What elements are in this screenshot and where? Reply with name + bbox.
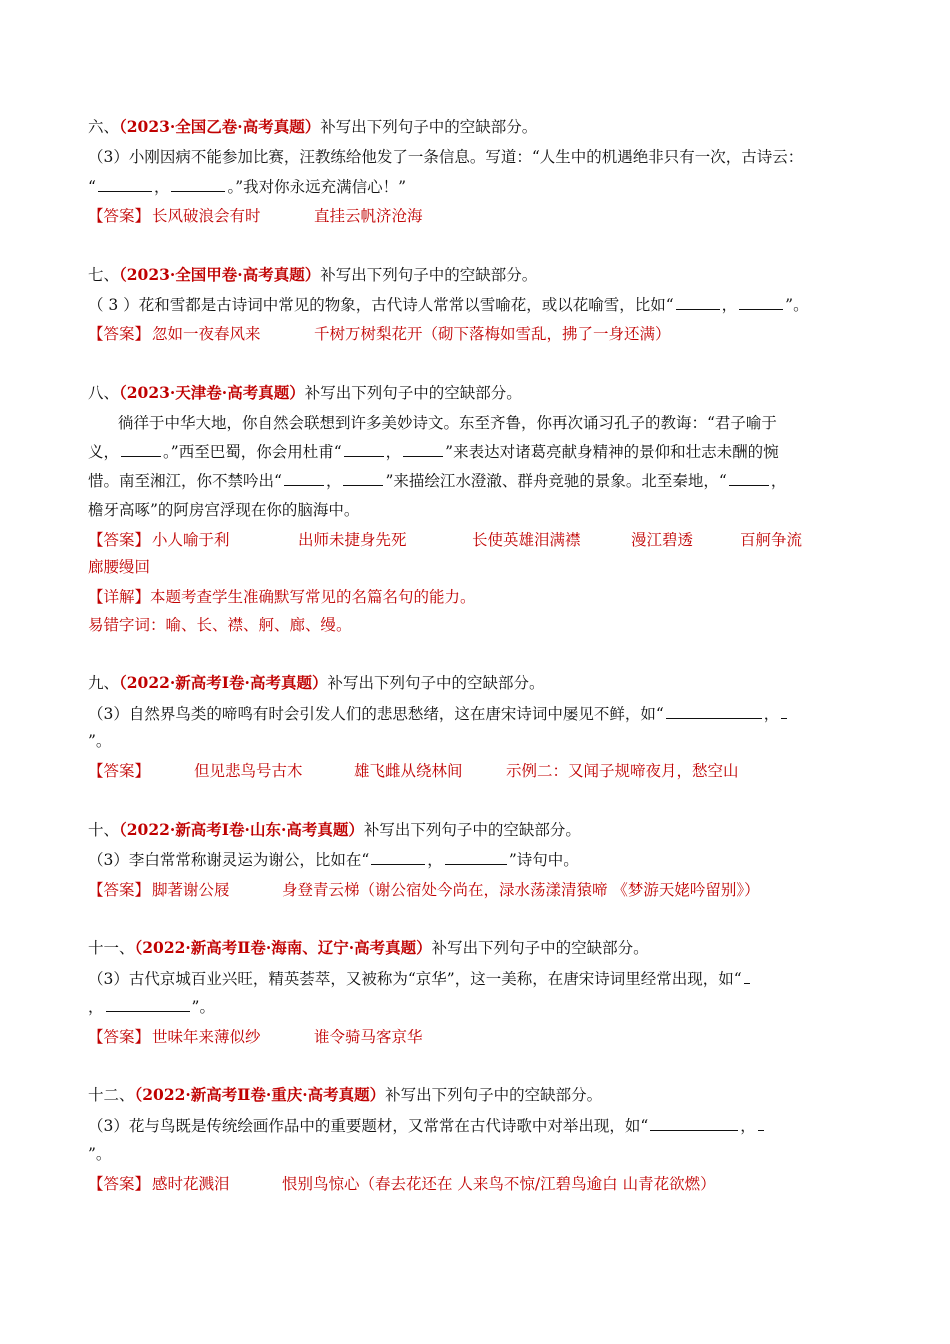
q6-close-text: 。”我对你永远充满信心！”: [227, 178, 407, 196]
q11-prompt: 补写出下列句子中的空缺部分。: [431, 939, 649, 957]
q8-prompt: 补写出下列句子中的空缺部分。: [304, 384, 522, 402]
q9-close: ”。: [88, 732, 112, 750]
q6-blank-2: [171, 177, 225, 192]
q7-answer-2: 千树万树梨花开（砌下落梅如雪乱，拂了一身还满）: [314, 325, 671, 343]
q9-blank-2: [781, 704, 787, 719]
q11-answer-2: 谁令骑马客京华: [314, 1028, 423, 1046]
q8-answer-3: 长使英雄泪满襟: [472, 531, 581, 549]
q8-p2-b: 。”西至巴蜀，你会用杜甫“: [163, 443, 342, 461]
q6-subquestion: （3）小刚因病不能参加比赛，汪教练给他发了一条信息。写道：“人生中的机遇绝非只有一次，古诗云：: [88, 148, 804, 166]
q10-answer-1: 脚著谢公屐: [152, 881, 230, 899]
q8-paragraph-line-1: 徜徉于中华大地，你自然会联想到许多美妙诗文。东至齐鲁，你再次诵习孔子的教诲：“君子喻于: [118, 414, 777, 432]
q7-heading: [88, 265, 537, 285]
q8-blank-2: [344, 442, 384, 457]
q6-open-quote: “: [88, 178, 96, 196]
q9-source: （2022·新高考Ⅰ卷·高考真题）: [119, 673, 328, 692]
q11-separator: ，: [88, 998, 104, 1016]
q11-subquestion: [88, 969, 752, 989]
q9-answer-2: 雄飞雌从绕林间: [354, 762, 463, 780]
q8-p3-c: ”来描绘江水澄澈、群舟竞驰的景象。北至秦地，“: [385, 472, 727, 490]
q8-answer-4: 漫江碧透: [631, 531, 694, 549]
q8-answer-2: 出师未捷身先死: [298, 531, 407, 549]
q8-answer-tag: 【答案】: [88, 531, 151, 549]
q12-number: 十二、: [88, 1086, 135, 1104]
q7-blank-2: [739, 295, 783, 310]
q12-blank-2: [758, 1116, 764, 1131]
q9-answer-1: 但见悲鸟号古木: [194, 762, 303, 780]
q7-answer-1: 忽如一夜春风来: [152, 325, 261, 343]
q7-sub-text: （ 3 ）花和雪都是古诗词中常见的物象，古代诗人常常以雪喻花，或以花喻雪，比如“: [88, 296, 674, 314]
q8-p3-d: ，: [770, 472, 787, 490]
q9-number: 九、: [88, 674, 120, 692]
q11-blank-1: [744, 969, 750, 984]
q9-subquestion: [88, 704, 789, 724]
q11-heading: [88, 938, 649, 958]
q6-blank-line: [88, 177, 406, 197]
q6-prompt: 补写出下列句子中的空缺部分。: [320, 118, 538, 136]
q11-answer-1: 世味年来薄似纱: [152, 1028, 261, 1046]
q12-heading: [88, 1085, 602, 1105]
q9-answer-3: 示例二：又闻子规啼夜月，愁空山: [506, 762, 739, 780]
q9-blank-1: [666, 704, 762, 719]
q8-blank-5: [343, 471, 383, 486]
q11-blank-line: [88, 997, 215, 1017]
q11-source: （2022·新高考Ⅱ卷·海南、辽宁·高考真题）: [134, 938, 432, 957]
q8-paragraph-line-3: [88, 471, 786, 491]
q10-heading: [88, 820, 581, 840]
q8-blank-4: [284, 471, 324, 486]
q12-source: （2022·新高考Ⅱ卷·重庆·高考真题）: [134, 1085, 386, 1104]
q8-p3-a: 惜。南至湘江，你不禁吟出“: [88, 472, 282, 490]
q8-blank-6: [729, 471, 769, 486]
q6-answer-1: 长风破浪会有时: [152, 207, 261, 225]
q8-blank-3: [403, 442, 443, 457]
q10-separator: ，: [427, 851, 443, 869]
q8-paragraph-line-2: [88, 442, 779, 462]
q12-separator: ，: [740, 1117, 756, 1135]
q6-source: （2023·全国乙卷·高考真题）: [119, 117, 321, 136]
q12-subquestion: [88, 1116, 766, 1136]
q7-close-text: ”。: [785, 296, 809, 314]
q7-subquestion: [88, 295, 809, 315]
q7-blank-1: [676, 295, 720, 310]
q11-sub-text: （3）古代京城百业兴旺，精英荟萃，又被称为“京华”，这一美称，在唐宋诗词里经常出现，如“: [88, 970, 742, 988]
q10-blank-2: [445, 850, 507, 865]
q6-number: 六、: [88, 118, 120, 136]
q7-answer-tag: 【答案】: [88, 325, 151, 343]
q8-p2-d: ”来表达对诸葛亮献身精神的景仰和壮志未酬的惋: [445, 443, 779, 461]
q10-source: （2022·新高考Ⅰ卷·山东·高考真题）: [119, 820, 364, 839]
q9-prompt: 补写出下列句子中的空缺部分。: [327, 674, 545, 692]
q8-p2-a: 义，: [88, 443, 120, 461]
q8-answer-5: 百舸争流: [740, 531, 803, 549]
q10-sub-text: （3）李白常常称谢灵运为谢公，比如在“: [88, 851, 370, 869]
q12-answer-tag: 【答案】: [88, 1175, 151, 1193]
q10-blank-1: [371, 850, 425, 865]
q9-sub-text: （3）自然界鸟类的啼鸣有时会引发人们的悲思愁绪，这在唐宋诗词中屡见不鲜，如“: [88, 705, 664, 723]
q6-answer-tag: 【答案】: [88, 207, 151, 225]
q8-error-words: 易错字词：喻、长、襟、舸、廊、缦。: [88, 616, 352, 634]
q8-p3-b: ，: [325, 472, 342, 490]
q8-p2-c: ，: [385, 443, 402, 461]
q8-answer-1: 小人喻于利: [152, 531, 230, 549]
q10-number: 十、: [88, 821, 120, 839]
q6-blank-1: [98, 177, 152, 192]
q8-number: 八、: [88, 384, 120, 402]
q12-answer-1: 感时花溅泪: [152, 1175, 230, 1193]
q11-close-text: ”。: [191, 998, 215, 1016]
q12-answer-2: 恨别鸟惊心（春去花还在 人来鸟不惊/江碧鸟逾白 山青花欲燃）: [282, 1175, 716, 1193]
q9-heading: [88, 673, 544, 693]
q10-close-text: ”诗句中。: [508, 851, 579, 869]
q12-close: ”。: [88, 1145, 112, 1163]
q8-heading: [88, 383, 522, 403]
q8-detail: 【详解】本题考查学生准确默写常见的名篇名句的能力。: [88, 588, 476, 606]
q8-source: （2023·天津卷·高考真题）: [119, 383, 305, 402]
q8-answer-extra: 廊腰缦回: [88, 558, 151, 576]
q7-number: 七、: [88, 266, 120, 284]
q7-source: （2023·全国甲卷·高考真题）: [119, 265, 321, 284]
q11-number: 十一、: [88, 939, 135, 957]
q6-heading: [88, 117, 537, 137]
q11-blank-2: [106, 997, 190, 1012]
q6-answer-2: 直挂云帆济沧海: [314, 207, 423, 225]
q6-separator: ，: [153, 178, 170, 196]
q10-prompt: 补写出下列句子中的空缺部分。: [363, 821, 581, 839]
q12-sub-text: （3）花与鸟既是传统绘画作品中的重要题材，又常常在古代诗歌中对举出现，如“: [88, 1117, 649, 1135]
q9-separator: ，: [763, 705, 780, 723]
q11-answer-tag: 【答案】: [88, 1028, 151, 1046]
q7-separator: ，: [721, 296, 738, 314]
q10-answer-2: 身登青云梯（谢公宿处今尚在，渌水荡漾清猿啼 《梦游天姥吟留别》）: [282, 881, 760, 899]
q9-answer-tag: 【答案】: [88, 762, 151, 780]
q10-answer-tag: 【答案】: [88, 881, 151, 899]
q12-blank-1: [650, 1116, 738, 1131]
q10-subquestion: [88, 850, 579, 870]
q7-prompt: 补写出下列句子中的空缺部分。: [320, 266, 538, 284]
q8-blank-1: [121, 442, 161, 457]
q8-paragraph-line-4: 檐牙高啄”的阿房宫浮现在你的脑海中。: [88, 501, 360, 519]
q12-prompt: 补写出下列句子中的空缺部分。: [385, 1086, 603, 1104]
